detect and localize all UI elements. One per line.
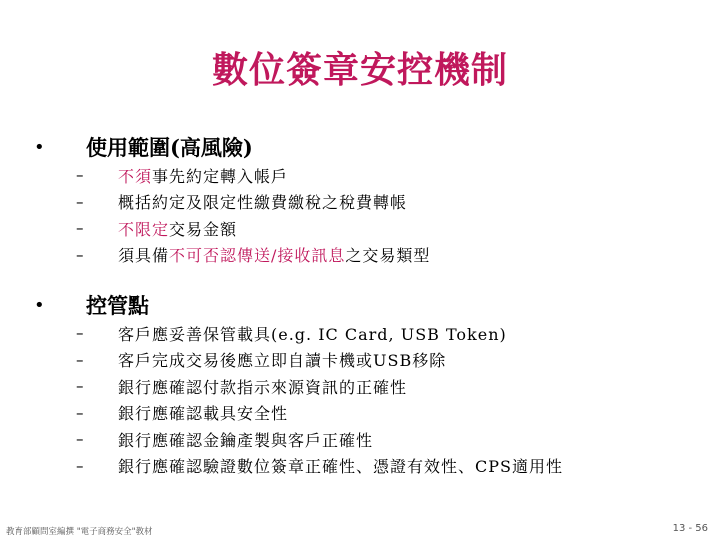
list-item	[76, 426, 563, 453]
footer-source: 教育部顧問室編撰 "電子商務安全"教材	[6, 527, 153, 537]
dash-icon: –	[76, 350, 85, 369]
list-item	[76, 162, 430, 189]
item-text: 銀行應確認付款指示來源資訊的正確性	[118, 377, 408, 397]
usage-scope-list	[76, 162, 430, 268]
section-usage-scope	[34, 132, 253, 162]
dash-icon: –	[76, 166, 85, 185]
list-item	[76, 242, 430, 269]
list-item	[76, 453, 563, 480]
dash-icon: –	[76, 403, 85, 422]
item-text: 銀行應確認驗證數位簽章正確性、憑證有效性、CPS適用性	[118, 457, 563, 477]
section-control-points	[34, 290, 149, 320]
dash-icon: –	[76, 430, 85, 449]
list-item	[76, 400, 563, 427]
item-text: 概括約定及限定性繳費繳稅之稅費轉帳	[118, 193, 408, 213]
dash-icon: –	[76, 456, 85, 475]
list-item	[76, 320, 563, 347]
list-item	[76, 347, 563, 374]
dash-icon: –	[76, 324, 85, 343]
section-heading-control-points: 控管點	[86, 293, 149, 318]
dash-icon: –	[76, 377, 85, 396]
highlight-text: 不可否認傳送/接收訊息	[169, 246, 346, 266]
list-item	[76, 215, 430, 242]
item-text: 銀行應確認金鑰產製與客戶正確性	[118, 430, 374, 450]
item-text: 事先約定轉入帳戶	[152, 166, 289, 186]
dash-icon: –	[76, 192, 85, 211]
bullet-icon: •	[34, 136, 45, 158]
dash-icon: –	[76, 245, 85, 264]
section-heading-usage-scope: 使用範圍(高風險)	[86, 135, 253, 160]
item-text: 客戶完成交易後應立即自讀卡機或USB移除	[118, 351, 447, 371]
item-text: 客戶應妥善保管載具(e.g. IC Card, USB Token)	[118, 324, 507, 344]
slide-title: 數位簽章安控機制	[211, 49, 508, 91]
page-number: 13 - 56	[672, 523, 708, 534]
item-text: 之交易類型	[345, 246, 431, 266]
control-points-list	[76, 320, 563, 479]
highlight-text: 不限定	[118, 219, 170, 239]
list-item	[76, 189, 430, 216]
bullet-icon: •	[34, 294, 45, 316]
item-text: 交易金額	[169, 219, 238, 239]
item-text: 銀行應確認載具安全性	[118, 404, 289, 424]
list-item	[76, 373, 563, 400]
dash-icon: –	[76, 219, 85, 238]
highlight-text: 不須	[118, 166, 153, 186]
item-text: 須具備	[118, 246, 170, 266]
